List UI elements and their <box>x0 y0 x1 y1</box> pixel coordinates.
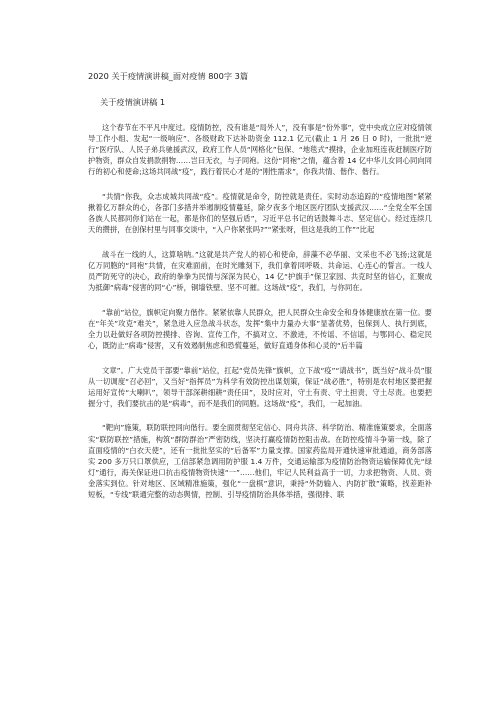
paragraph-1: 这个春节在不平凡中度过。疫情防控，没有谁是“局外人”，没有事是“份外事”，党中央成立应对疫情领导工作小组、发起“一级响应”、各级财政下达补助资金 112.1 亿元(截止 1 月 26 日 0 时)，一批批“逆行”医疗队、人民子弟兵驰援武汉，政府工作人员“网格化”包保、“地毯式”摸排，企业加班连夜赶制医疗防护物资，群众自发捐款捐物……岂曰无衣，与子同袍。这份“同袍”之情，蕴含着 14 亿中华儿女同心同向同行的初心和使命;这场共同战“疫”，践行着民心才是的“刚性需求”，你我共情、偕作、偕行。 <box>88 123 432 177</box>
section-heading: 关于疫情演讲稿 1 <box>100 97 166 107</box>
paragraph-4: “靠前”站位，旗帜定向聚力偕作。紧紧依靠人民群众，把人民群众生命安全和身体健康放在第一位。要在“年关”攻克“难关”，紧急进入应急战斗状态，发挥“集中力量办大事”显著优势，包保到人、执行到底，全力以赴做好各项防控摸排、咨询、宣传工作，不搞对立、不激进，不传谣、不信谣，与鄂同心、稳定民心，既防止“病毒”侵害，又有效遏制焦虑和恐慌蔓延，做好直通身体和心灵的“后半篇 <box>88 307 432 350</box>
document-title: 2020 关于疫情演讲稿_面对疫情 800字 3篇 <box>88 71 249 81</box>
paragraph-2: “共情”你我，众志成城共同战“疫”。疫情就是命令，防控就是责任。实时动态追踪的“疫情地图”紧紧揪着亿万群众的心，各部门多措并举遏制疫情蔓延，除夕夜多个地区医疗团队支援武汉……“全党全军全国各族人民都同你们站在一起，都是你们的坚强后盾”，习近平总书记的话鼓舞斗志、坚定信心。经过连续几天的攒拼，在创保村里与同事交谈中，“入户你紧张吗?”“紧张呀，但这是我的工作”“比起 <box>88 191 432 235</box>
paragraph-5: 文章”。广大党员干部要“靠前”站位，扛起“党员先锋”旗帜，立下战“疫”“请战书”，既当好“战斗员”服从一切调度“召必回”，又当好“指挥员”为科学有效防控出谋划策，保证“战必胜”，特别是农村地区要把握运用好宣传“大喇叭”，领导干部深耕细耕“责任田”，及时应对，守土有责、守土担责、守土尽责。也要把握分寸，我们要抗击的是“病毒”，而不是我们的同胞。这场战“疫”，我们，一起加油。 <box>88 365 432 408</box>
paragraph-6: “靶向”施策，联防联控同向偕行。要全面贯彻坚定信心、同舟共济、科学防治、精准施策要求，全面落实“联防联控”措施，构筑“群防群治”严密防线，坚决打赢疫情防控阻击战。在防控疫情斗争第一线，除了直面疫情的“白衣天使”，还有一批批坚实的“后备军”力量支撑。国家药监局开通快速审批通道，商务部落实 200 多万只口罩供应，工信部紧急调用防护服 1.4 万件，交通运输部为疫情防治物资运输保障优先“绿灯”通行，海关保证进口抗击疫情物资快速“一”……他们，牢记人民利益高于一切，力求把物资、人员、资金落实到位。针对地区、区域精准施策，强化“一盘棋”意识，秉持“外防输入、内防扩散”策略，找差距补短板，“专线”联通完整的动态舆情，控制、引导疫情防治具体举措，强彻排、联 <box>88 423 432 500</box>
paragraph-3: 战斗在一线的人，这算啥呐。”这就是共产党人的初心和使命，辞藻不必华丽、文采也不必飞扬;这就是亿万同胞的“同袍”共情，在灾难面前，在时光雕刻下，我们拿着同呼吸、共命运、心连心的誓言。一线人员严防死守的决心，政府的拳拳为民情与深深为民心，14 亿“护旗手”保卫家园、共克时坚的信心，汇聚成为抵御“病毒”侵害的同“心”桥，铜墙铁壁、坚不可摧。这场战“疫”，我们，与你同在。 <box>88 249 432 293</box>
